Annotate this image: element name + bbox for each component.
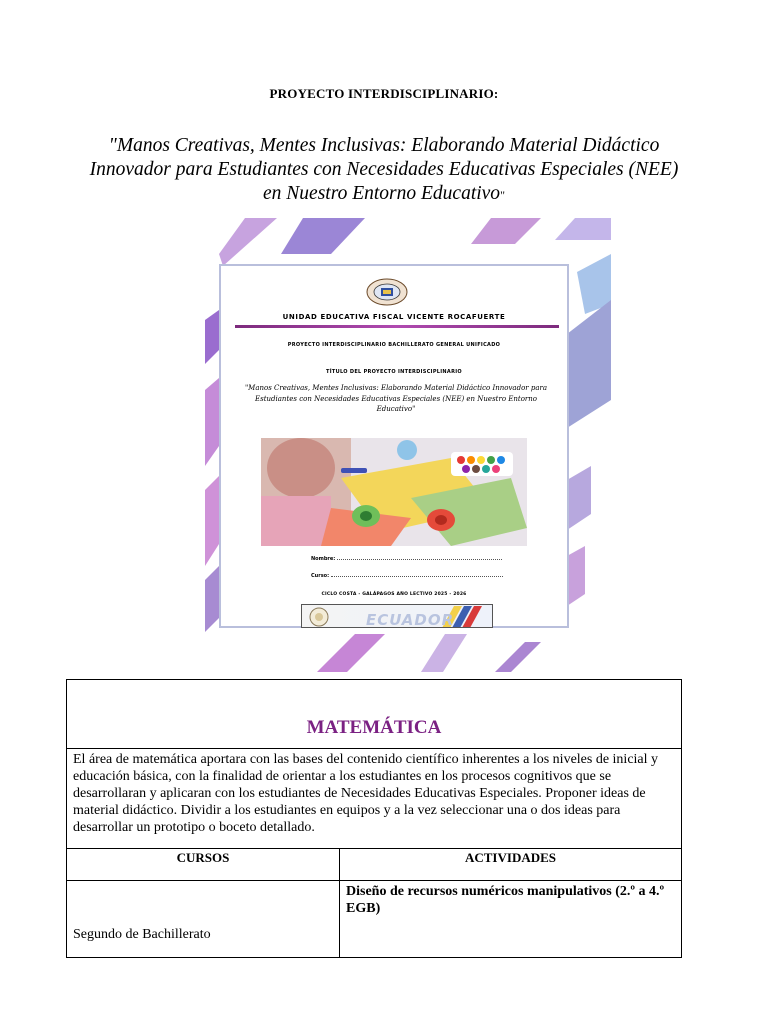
cover-project-line: PROYECTO INTERDISCIPLINARIO BACHILLERATO GENERAL UNIFICADO	[287, 342, 501, 348]
cover-name-label: Nombre:	[311, 556, 336, 562]
header-courses: CURSOS	[67, 849, 340, 881]
subject-title: MATEMÁTICA	[306, 717, 442, 738]
cover-name-field	[311, 556, 502, 562]
activity-cell: Diseño de recursos numéricos manipulativos (2.º a 4.º EGB)	[340, 881, 682, 958]
course-cell: Segundo de Bachillerato	[67, 881, 340, 958]
crafts-photo	[261, 438, 527, 546]
cover-footer-logo	[301, 604, 493, 628]
ecuador-logo-text: ECUADOR	[366, 611, 455, 628]
school-seal-icon	[366, 278, 408, 306]
title-open-quote: "	[108, 135, 117, 156]
document-heading: PROYECTO INTERDISCIPLINARIO:	[269, 86, 499, 101]
subject-table	[66, 679, 682, 958]
cover-image	[205, 214, 611, 674]
cover-course-field	[311, 573, 503, 579]
cover-title-label: TÍTULO DEL PROYECTO INTERDISCIPLINARIO	[326, 369, 462, 375]
cover-school-name: UNIDAD EDUCATIVA FISCAL VICENTE ROCAFUERTE	[282, 313, 506, 321]
cover-cycle: CICLO COSTA - GALÁPAGOS AÑO LECTIVO 2025 - 2026	[321, 592, 467, 597]
table-row	[67, 881, 682, 958]
cover-page	[219, 264, 569, 628]
cover-divider	[235, 325, 559, 328]
title-text: Manos Creativas, Mentes Inclusivas: Elaborando Material Didáctico Innovador para Estudiantes con Necesidades Educativas Especiales (NEE) en Nuestro Entorno Educativo	[89, 135, 679, 204]
header-activities: ACTIVIDADES	[340, 849, 682, 881]
title-close-quote: "	[500, 188, 505, 202]
cover-title-text: "Manos Creativas, Mentes Inclusivas: Elaborando Material Didáctico Innovador para Estudiantes con Necesidades Educativas Especiales (NEE) en Nuestro Entorno Educativo"	[244, 384, 548, 413]
subject-description: El área de matemática aportara con las bases del contenido científico inherentes a los niveles de inicial y educación básica, con la finalidad de orientar a los estudiantes en los procesos cognitivos que se desarrollaran y aplicaran con los estudiantes de Necesidades Educativas Especiales. Proponer ideas de material didáctico. Dividir a los estudiantes en equipos y a la vez seleccionar una o dos ideas para desarrollar un prototipo o boceto detallado.	[67, 749, 682, 849]
cover-course-label: Curso:	[311, 573, 330, 579]
ministry-seal-icon	[308, 606, 330, 628]
subject-cell	[67, 680, 682, 749]
project-title	[84, 134, 684, 207]
